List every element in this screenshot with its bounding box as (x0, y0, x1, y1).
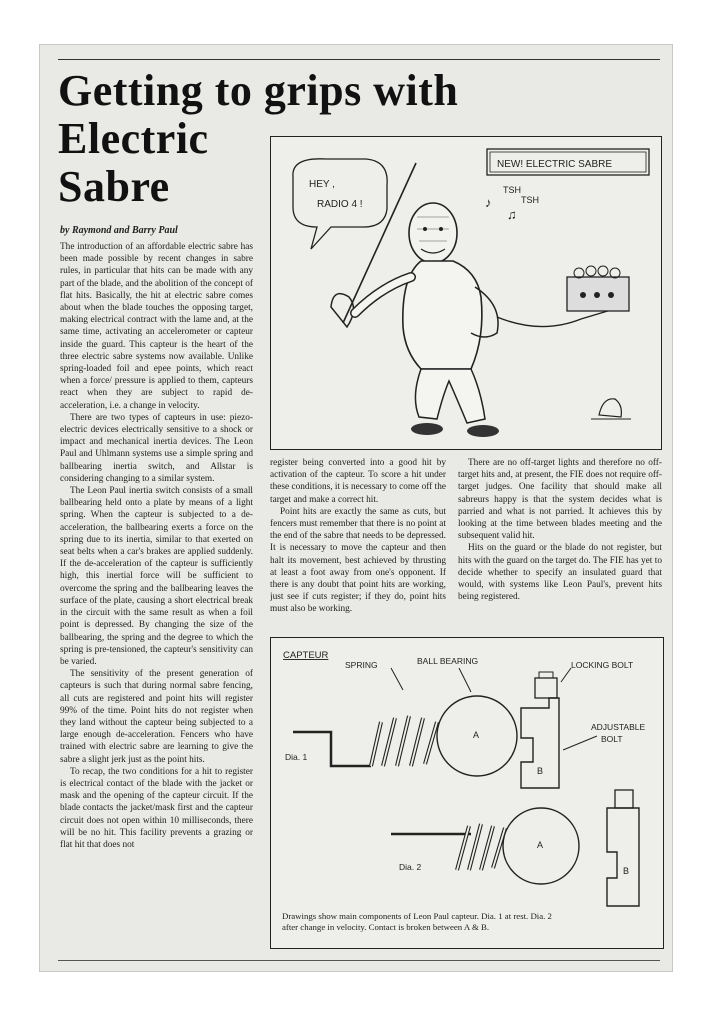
paragraph: Point hits are exactly the same as cuts, but fencers must remember that there is no point at the end of the sabre that needs to be depressed. It is necessary to move the capteur and then halt its movement, best achieved by thrusting at least a foot away from one's opponent. If there is any doubt that point hits are working, just see if cuts register; if they do, point hits must also be working. (270, 506, 446, 615)
speech-line-2: RADIO 4 ! (317, 199, 363, 210)
diagram-2 (391, 790, 639, 906)
paragraph: The Leon Paul inertia switch consists of a small ballbearing held onto a plate by means of a light spring. When the capteur is subjected to a de-acceleration, the ballbearing exerts a force on the spring due to its inertia, similar to that exerted on seat belts when a car's brakes are applied suddenly. If the de-acceleration of the capteur is sufficiently high, this inertial force will be sufficient to overcome the spring and the ballbearing leaves the surface of the plate, causing a short electrical break in the circuit with the same result as when a foil point is depressed. By changing the size of the ballbearing, the spring and the degree to which the spring is pre-tensioned, the capteur's sensitivity can be varied. (60, 486, 253, 667)
left-shoe (411, 423, 443, 435)
music-note-icon: ♫ (507, 207, 517, 222)
bottom-rule (58, 960, 660, 961)
text-column-1 (60, 241, 253, 956)
label-b-2: B (623, 866, 630, 876)
block-b-2 (607, 808, 639, 906)
fencer-legs (415, 369, 485, 423)
small-figure (599, 399, 621, 417)
label-adjustable: ADJUSTABLE (591, 722, 646, 732)
capteur-diagram (270, 637, 664, 949)
title-line-1: Getting to grips with (58, 66, 459, 115)
label-ball-bearing: BALL BEARING (417, 656, 479, 666)
label-dia-2: Dia. 2 (399, 862, 422, 872)
title-line-3: Sabre (58, 162, 170, 211)
sound-text-1: TSH (503, 185, 521, 195)
cartoon-illustration (270, 136, 662, 450)
sabre-guard (331, 294, 354, 327)
diagram-caption: Drawings show main components of Leon Paul capteur. Dia. 1 at rest. Dia. 2 after change in velocity. Contact is broken between A & B. (282, 911, 552, 932)
scoring-box (567, 266, 629, 311)
label-bolt: BOLT (601, 734, 623, 744)
label-dia-1: Dia. 1 (285, 752, 308, 762)
top-rule (58, 59, 660, 60)
paragraph: The sensitivity of the present generation of capteurs is such that during normal sabre fencing, all cuts are registered and point hits will register 99% of the time. Point hits do not register when they land without the capteur being subjected to a large enough de-acceleration. Fencers who have trained with electric sabre are learning to give the sabre a slight jerk just as the point hits. (60, 669, 253, 765)
label-spring: SPRING (345, 660, 378, 670)
byline: by Raymond and Barry Paul (60, 225, 178, 236)
diagram-1 (285, 668, 597, 788)
magazine-page (40, 45, 672, 971)
fencer-cartoon (271, 137, 661, 449)
paragraph: register being converted into a good hit by activation of the capteur. To score a hit under these conditions, it is necessary to come off the target and make a correct hit. (270, 458, 446, 505)
paragraph: Hits on the guard or the blade do not register, but hits with the guard on the target do. The FIE has yet to decide whether to specify an insulated guard that would, with systems like Leon Paul's, prevent hits being registered. (458, 543, 662, 603)
speech-line-1: HEY , (309, 179, 335, 190)
label-locking-bolt: LOCKING BOLT (571, 660, 634, 670)
sound-text-2: TSH (521, 195, 539, 205)
title-line-2: Electric (58, 114, 209, 163)
label-b-1: B (537, 766, 544, 776)
diagram-heading: CAPTEUR (283, 650, 329, 661)
capteur-drawing (271, 638, 663, 908)
right-shoe (467, 425, 499, 437)
label-a-1: A (473, 730, 480, 740)
paragraph: There are two types of capteurs in use: piezo-electric devices electrically sensitive to a shock or impact and mechanical inertia devices. The Leon Paul and Uhlmann systems use a simple spring and ballbearing inertia switch, and Allstar is considering changing to a similar system. (60, 412, 253, 484)
text-column-2 (270, 457, 446, 645)
fencer-head (409, 203, 457, 263)
sign-text: NEW! ELECTRIC SABRE (497, 159, 613, 170)
paragraph: The introduction of an affordable electric sabre has been made possible by recent changes in sabre rules, in particular that hits can be made with any part of the blade, and the abolition of the concept of flat hits. Basically, the hit at electric sabre comes about when the blade touches the opposing target, making electrical contract with the lame and, at the same time, activating an accelerometer or capteur inside the guard. This capteur is the heart of the three electric sabre systems now available. Unlike spring-loaded foil and epee points, which react when a force/ pressure is applied to them, capteurs react when they are subject to rapid de-acceleration, i.e. a change in velocity. (60, 242, 253, 411)
text-column-3 (458, 457, 662, 645)
label-a-2: A (537, 840, 544, 850)
paragraph: To recap, the two conditions for a hit to register is electrical contact of the blade with the jacket or mask and the opening of the capteur circuit. If the blade contacts the jacket/mask first and the capteur circuit does not open within 10 milliseconds, there will be no hit. This facility prevents a grazing or flat hit that does not (60, 766, 253, 850)
paragraph: There are no off-target lights and therefore no off-target hits and, at present, the FIE does not require off-target judges. One facility that should make all sabreurs happy is that the system decides what is parried and what is not parried. It achieves this by looking at the time between blades meeting and the subsequent valid hit. (458, 458, 662, 542)
music-note-icon: ♪ (485, 195, 492, 210)
